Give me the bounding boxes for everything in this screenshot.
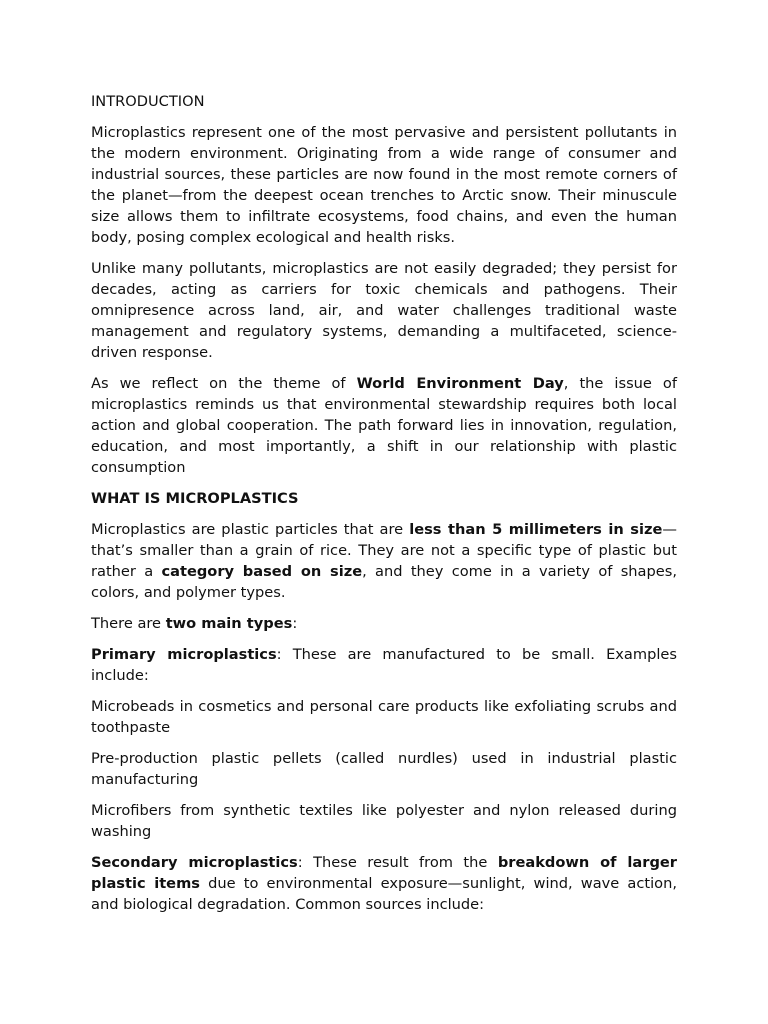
- definition-paragraph: [91, 519, 677, 603]
- size-bold: less than 5 millimeters in size: [409, 521, 663, 538]
- primary-paragraph: [91, 644, 677, 686]
- intro-paragraph-1: Microplastics represent one of the most pervasive and persistent pollutants in the modern environment. Originating from a wide range of consumer and industrial sources, these particles are now found in the most remote corners of the planet—from the deepest ocean trenches to Arctic snow. Their minuscule size allows them to infiltrate ecosystems, food chains, and even the human body, posing complex ecological and health risks.: [91, 124, 677, 246]
- what-is-microplastics-heading: WHAT IS MICROPLASTICS: [91, 490, 299, 507]
- world-environment-day-bold: World Environment Day: [356, 375, 564, 392]
- breakdown-bold: breakdown of larger plastic items: [91, 854, 677, 892]
- primary-text: : These are manufactured to be small. Examples include:: [91, 646, 677, 684]
- definition-text-c: —that’s smaller than a grain of rice. They are not a specific type of plastic but rather a: [91, 521, 677, 580]
- types-text-c: :: [292, 615, 298, 632]
- definition-text-e: , and they come in a variety of shapes, colors, and polymer types.: [91, 563, 677, 601]
- intro-paragraph-2: Unlike many pollutants, microplastics are not easily degraded; they persist for decades, acting as carriers for toxic chemicals and pathogens. Their omnipresence across land, air, and water challenges traditional waste management and regulatory systems, demanding a multifaceted, science-driven response.: [91, 260, 677, 361]
- example-nurdles: Pre-production plastic pellets (called nurdles) used in industrial plastic manufacturing: [91, 750, 677, 788]
- intro-paragraph-3: [91, 373, 677, 478]
- primary-label: Primary microplastics: [91, 646, 277, 663]
- types-text-a: There are: [91, 615, 166, 632]
- two-main-types-bold: two main types: [165, 615, 293, 632]
- intro-p3-text-c: , the issue of microplastics reminds us that environmental stewardship requires both local action and global cooperation. The path forward lies in innovation, regulation, education, and most importantly, a shift in our relationship with plastic consumption: [91, 375, 678, 476]
- secondary-text-c: due to environmental exposure—sunlight, wind, wave action, and biological degradation. Common sources include:: [91, 875, 677, 913]
- definition-text-a: Microplastics are plastic particles that are: [91, 521, 410, 538]
- example-microbeads: Microbeads in cosmetics and personal care products like exfoliating scrubs and toothpaste: [91, 698, 677, 736]
- secondary-paragraph: [91, 852, 677, 915]
- types-paragraph: [91, 613, 677, 634]
- category-bold: category based on size: [161, 563, 363, 580]
- secondary-text-a: : These result from the: [297, 854, 498, 871]
- intro-p3-text-a: As we reflect on the theme of: [91, 375, 357, 392]
- example-microfibers: Microfibers from synthetic textiles like polyester and nylon released during washing: [91, 802, 677, 840]
- secondary-label: Secondary microplastics: [91, 854, 298, 871]
- introduction-heading: INTRODUCTION: [91, 93, 205, 110]
- document-page: [91, 91, 677, 925]
